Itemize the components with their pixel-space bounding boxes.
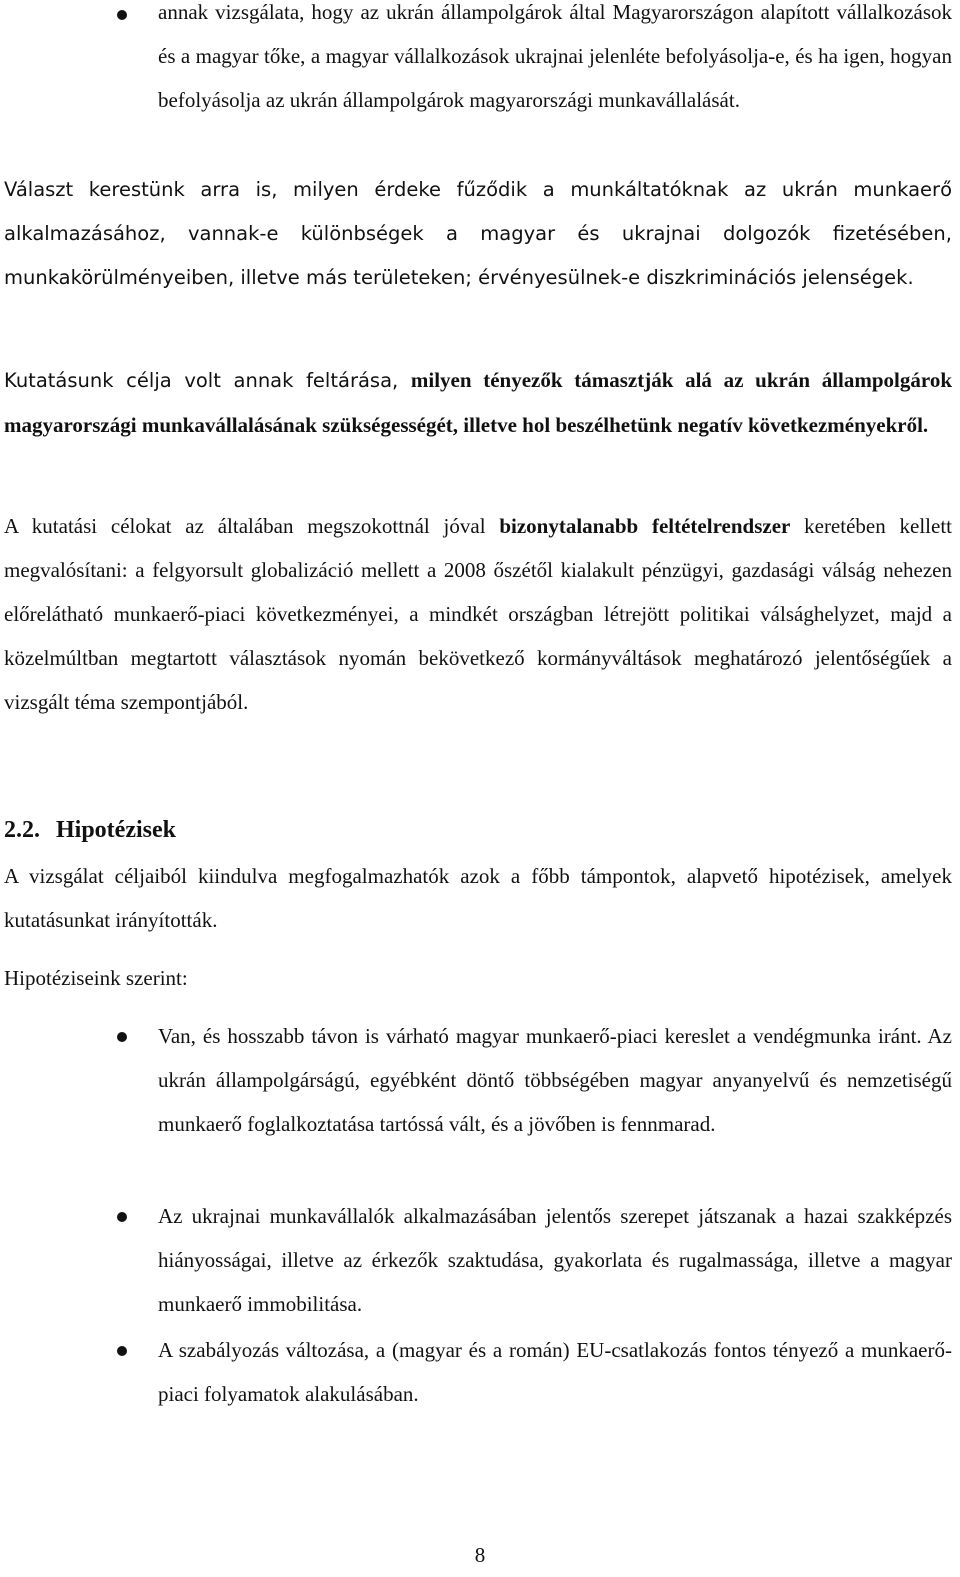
bullet-dot [117,1212,127,1222]
section-heading-title: Hipotézisek [56,817,176,843]
paragraph-celok-plain-1: A kutatási célokat az általában megszokottnál jóval [4,514,500,538]
paragraph-celok-bold: bizonytalanabb feltételrendszer [499,514,791,538]
page-number: 8 [474,1543,486,1567]
bullet-dot [117,10,127,20]
bullet-dot [117,1032,127,1042]
bullet-item-vizsgalata: annak vizsgálata, hogy az ukrán állampolgárok által Magyarországon alapított vállalkozások és a magyar tőke, a magyar vállalkozások ukrajnai jelenléte befolyásolja-e, és ha igen, hogyan befolyásolja az ukrán állampolgárok magyarországi munkavállalását. [158,0,952,112]
paragraph-celok-plain-2: keretében kellett megvalósítani: a felgyorsult globalizáció mellett a 2008 őszétől kialakult pénzügyi, gazdasági válság nehezen előrelátható munkaerő-piaci következményei, a mindkét országban létrejött politikai válsághelyzet, majd a közelmúltban megtartott választások nyomán bekövetkező kormányváltások meghatározó jelentőségűek a vizsgált téma szempontjából. [4,514,952,714]
paragraph-celok [4,504,952,724]
paragraph-kutatasunk-plain: Kutatásunk célja volt annak feltárása, [4,369,411,392]
paragraph-vizsgalat: A vizsgálat céljaiból kiindulva megfogalmazhatók azok a főbb támpontok, alapvető hipotézisek, amelyek kutatásunkat irányították. [4,864,952,932]
paragraph-kutatasunk-bold: milyen tényezők támasztják alá az ukrán állampolgárok magyarországi munkavállalásának szükségességét, illetve hol beszélhetünk negatív következményekről. [4,368,952,437]
section-heading [4,808,176,852]
paragraph-kutatasunk [4,358,952,448]
bullet-item-hipotezis-2: Az ukrajnai munkavállalók alkalmazásában jelentős szerepet játszanak a hazai szakképzés hiányosságai, illetve az érkezők szaktudása, gyakorlata és rugalmassága, illetve a magyar munkaerő immobilitása. [158,1204,952,1316]
paragraph-valaszt: Választ kerestünk arra is, milyen érdeke fűződik a munkáltatóknak az ukrán munkaerő alkalmazásához, vannak-e különbségek a magyar és ukrajnai dolgozók fizetésében, munkakörülményeiben, illetve más területeken; érvényesülnek-e diszkriminációs jelenségek. [4,178,952,289]
paragraph-hipotezis-intro: Hipotéziseink szerint: [4,966,188,990]
bullet-item-hipotezis-3: A szabályozás változása, a (magyar és a román) EU-csatlakozás fontos tényező a munkaerő-piaci folyamatok alakulásában. [158,1338,952,1406]
bullet-item-hipotezis-1: Van, és hosszabb távon is várható magyar munkaerő-piaci kereslet a vendégmunka iránt. Az ukrán állampolgárságú, egyébként döntő többségében magyar anyanyelvű és nemzetiségű munkaerő foglalkoztatása tartóssá vált, és a jövőben is fennmarad. [158,1024,952,1136]
bullet-dot [117,1346,127,1356]
section-heading-number: 2.2. [4,817,40,843]
